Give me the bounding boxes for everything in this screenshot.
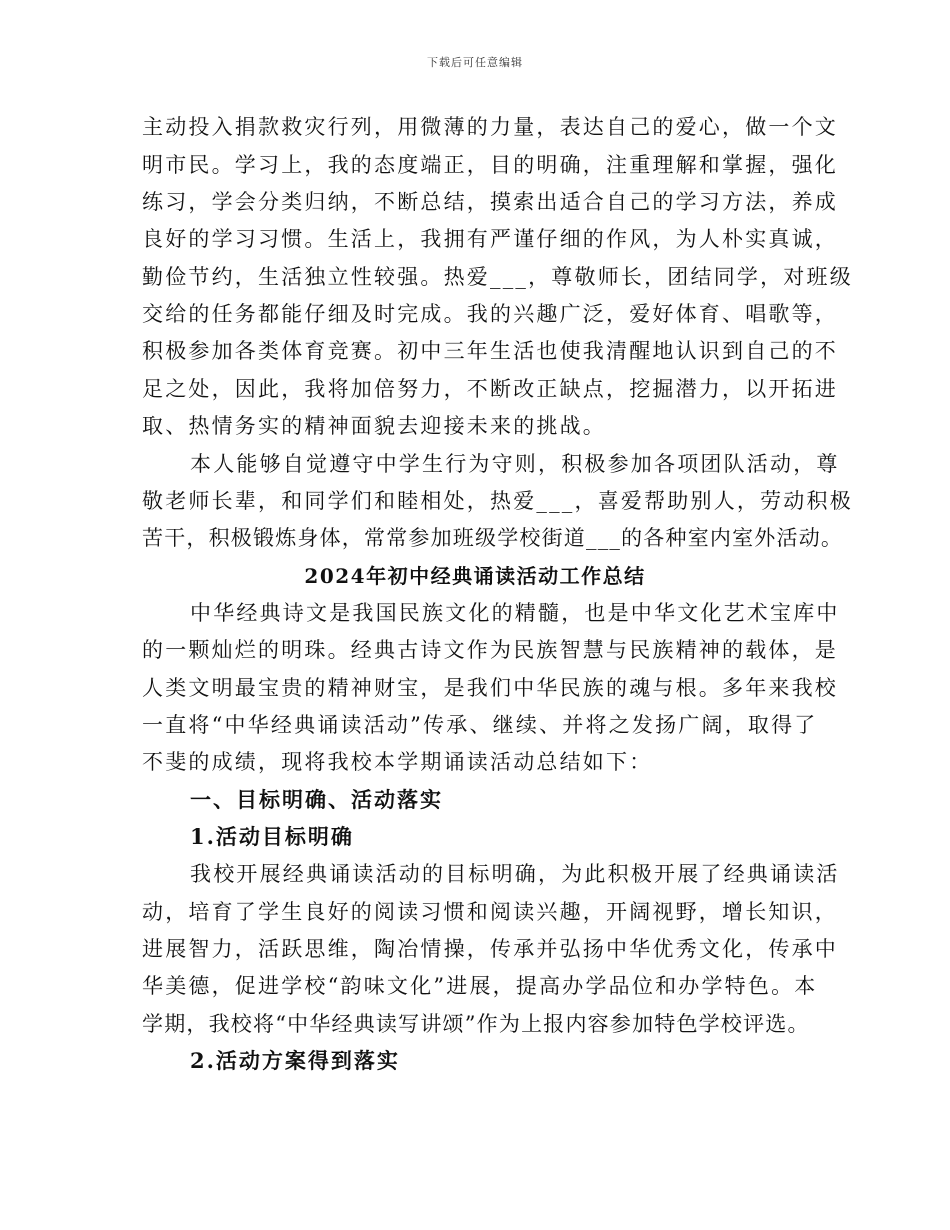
text-line: 交给的任务都能仔细及时完成。我的兴趣广泛，爱好体育、唱歌等， [142, 302, 838, 326]
text-line: 足之处，因此，我将加倍努力，不断改正缺点，挖掘潜力，以开拓进 [142, 377, 838, 401]
text-line: 取、热情务实的精神面貌去迎接未来的挑战。 [142, 414, 606, 438]
text-line: 敬老师长辈，和同学们和睦相处，热爱___，喜爱帮助别人，劳动积极 [142, 489, 853, 513]
text-line: 勤俭节约，生活独立性较强。热爱___，尊敬师长，团结同学，对班级 [142, 265, 853, 289]
text-line: 本人能够自觉遵守中学生行为守则，积极参加各项团队活动，尊 [190, 452, 840, 476]
text-line: 不斐的成绩，现将我校本学期诵读活动总结如下： [142, 750, 653, 774]
text-line: 苦干，积极锻炼身体，常常参加班级学校街道___的各种室内室外活动。 [142, 526, 844, 550]
text-line: 人类文明最宝贵的精神财宝，是我们中华民族的魂与根。多年来我校 [142, 676, 838, 700]
text-line: 动，培育了学生良好的阅读习惯和阅读兴趣，开阔视野，增长知识， [142, 900, 838, 924]
text-line: 的一颗灿烂的明珠。经典古诗文作为民族智慧与民族精神的载体，是 [142, 638, 838, 662]
text-line: 华美德，促进学校“韵味文化”进展，提高办学品位和办学特色。本 [142, 974, 818, 998]
text-line: 明市民。学习上，我的态度端正，目的明确，注重理解和掌握，强化 [142, 153, 838, 177]
text-line: 进展智力，活跃思维，陶冶情操，传承并弘扬中华优秀文化，传承中 [142, 937, 838, 961]
page-header: 下载后可任意编辑 [427, 56, 523, 69]
subsection-heading: 2.活动方案得到落实 [190, 1048, 400, 1073]
text-line: 练习，学会分类归纳，不断总结，摸索出适合自己的学习方法，养成 [142, 190, 838, 214]
text-line: 一直将“中华经典诵读活动”传承、继续、并将之发扬广阔，取得了 [142, 713, 818, 737]
text-line: 我校开展经典诵读活动的目标明确，为此积极开展了经典诵读活 [190, 862, 840, 886]
text-line: 积极参加各类体育竞赛。初中三年生活也使我清醒地认识到自己的不 [142, 339, 838, 363]
section-heading: 一、目标明确、活动落实 [190, 787, 443, 812]
text-line: 主动投入捐款救灾行列，用微薄的力量，表达自己的爱心，做一个文 [142, 115, 838, 139]
text-line: 中华经典诗文是我国民族文化的精髓，也是中华文化艺术宝库中 [190, 601, 840, 625]
subsection-heading: 1.活动目标明确 [190, 824, 354, 849]
text-line: 学期，我校将“中华经典读写讲颂”作为上报内容参加特色学校评选。 [142, 1012, 810, 1036]
text-line: 良好的学习习惯。生活上，我拥有严谨仔细的作风，为人朴实真诚， [142, 227, 838, 251]
document-title: 2024年初中经典诵读活动工作总结 [304, 564, 646, 588]
